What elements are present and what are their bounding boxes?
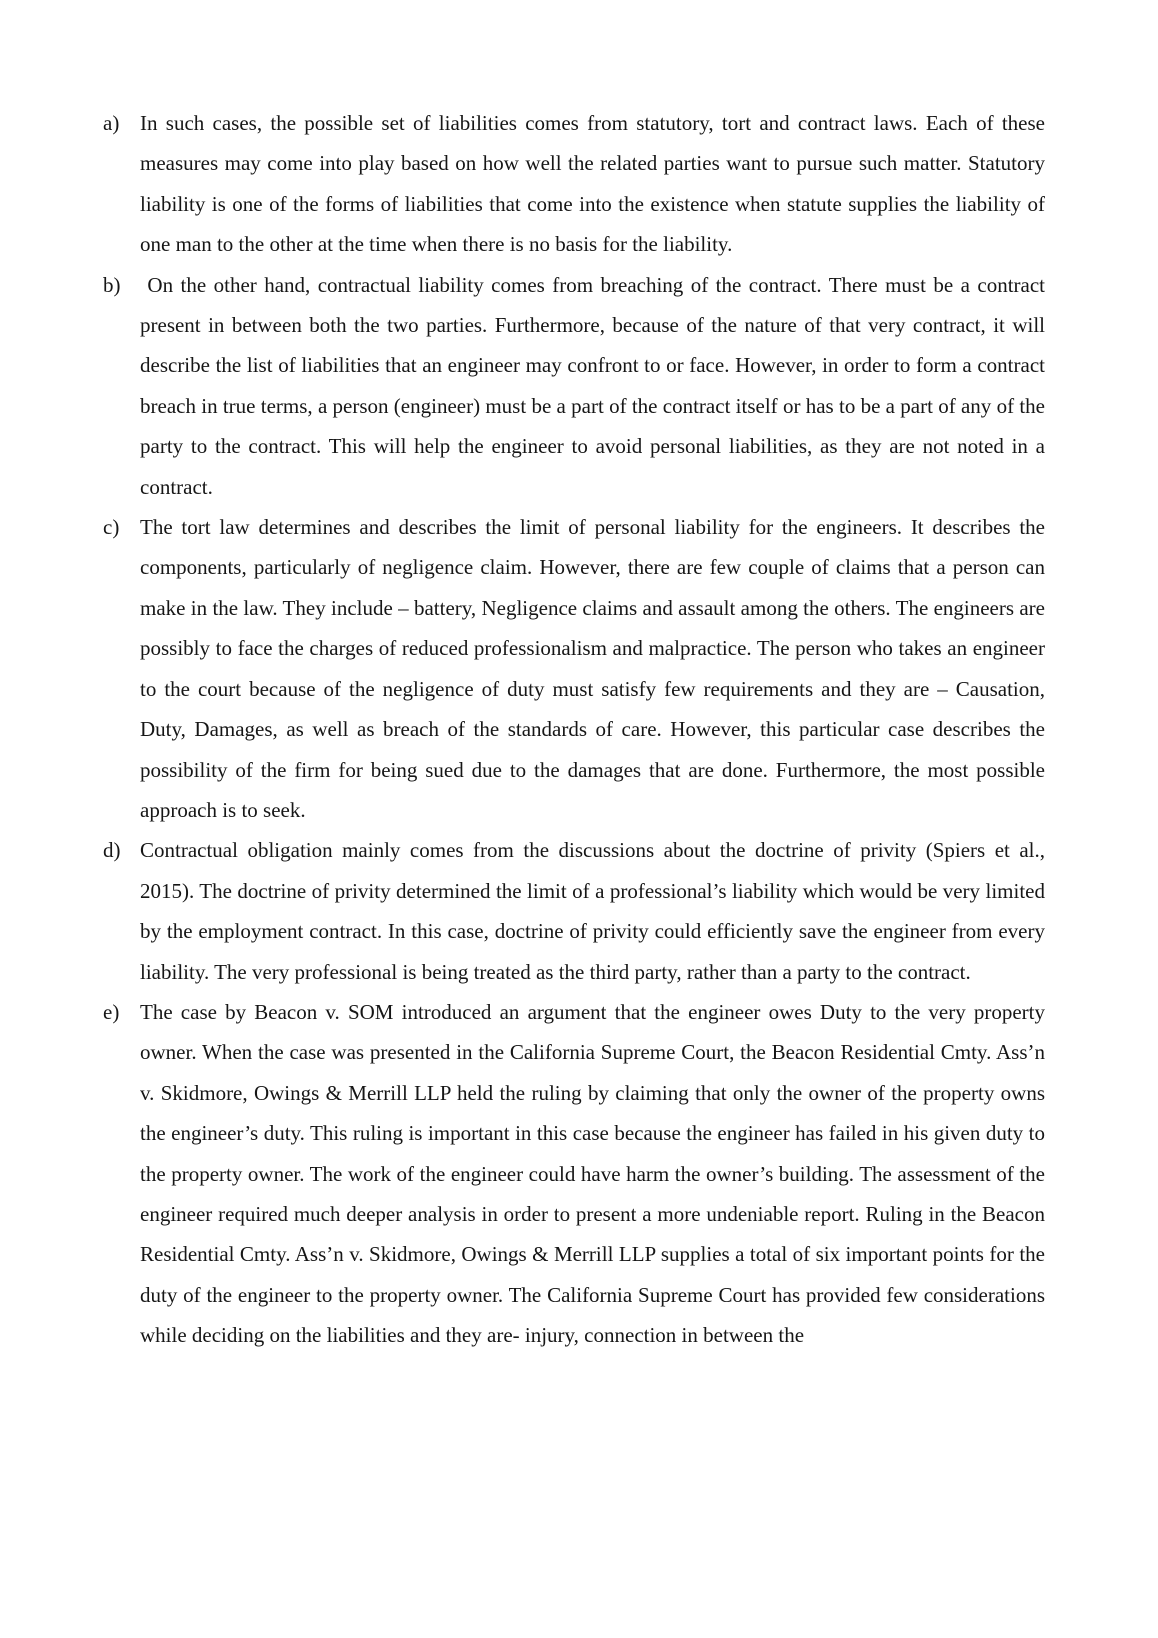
list-marker: d) xyxy=(103,838,121,863)
document-text-block xyxy=(103,103,1045,1356)
list-marker: a) xyxy=(103,111,120,135)
paragraph-text: In such cases, the possible set of liabilities comes from statutory, tort and contract laws. Each of these measures may come into play based on how well the related parties want to pursue such matter. Statutory liability is one of the forms of liabilities that come into the existence when statute supplies the liability of one man to the other at the time when there is no basis for the liability. xyxy=(140,111,1045,257)
list-item-e xyxy=(103,992,1045,1356)
list-item-c xyxy=(103,507,1045,830)
paragraph-text: The case by Beacon v. SOM introduced an argument that the engineer owes Duty to the very property owner. When the case was presented in the California Supreme Court, the Beacon Residential Cmty. Ass’n v. Skidmore, Owings & Merrill LLP held the ruling by claiming that only the owner of the property owns the engineer’s duty. This ruling is important in this case because the engineer has failed in his given duty to the property owner. The work of the engineer could have harm the owner’s building. The assessment of the engineer required much deeper analysis in order to present a more undeniable report. Ruling in the Beacon Residential Cmty. Ass’n v. Skidmore, Owings & Merrill LLP supplies a total of six important points for the duty of the engineer to the property owner. The California Supreme Court has provided few considerations while deciding on the liabilities and they are- injury, connection in between the xyxy=(140,999,1045,1348)
paragraph-text: On the other hand, contractual liability comes from breaching of the contract. There must be a contract present in between both the two parties. Furthermore, because of the nature of that very contract, it will describe the list of liabilities that an engineer may confront to or face. However, in order to form a contract breach in true terms, a person (engineer) must be a part of the contract itself or has to be a part of any of the party to the contract. This will help the engineer to avoid personal liabilities, as they are not noted in a contract. xyxy=(140,272,1045,499)
paragraph-text: The tort law determines and describes the limit of personal liability for the engineers. It describes the components, particularly of negligence claim. However, there are few couple of claims that a person can make in the law. They include – battery, Negligence claims and assault among the others. The engineers are possibly to face the charges of reduced professionalism and malpractice. The person who takes an engineer to the court because of the negligence of duty must satisfy few requirements and they are – Causation, Duty, Damages, as well as breach of the standards of care. However, this particular case describes the possibility of the firm for being sued due to the damages that are done. Furthermore, the most possible approach is to seek. xyxy=(140,515,1045,822)
list-item-b xyxy=(103,265,1045,507)
list-item-a xyxy=(103,103,1045,265)
list-marker: c) xyxy=(103,515,120,540)
list-item-d xyxy=(103,830,1045,992)
list-marker: e) xyxy=(103,999,120,1024)
list-marker: b) xyxy=(103,272,121,297)
paragraph-text: Contractual obligation mainly comes from the discussions about the doctrine of privity (Spiers et al., 2015). The doctrine of privity determined the limit of a professional’s liability which would be very limited by the employment contract. In this case, doctrine of privity could efficiently save the engineer from every liability. The very professional is being treated as the third party, rather than a party to the contract. xyxy=(140,838,1045,984)
